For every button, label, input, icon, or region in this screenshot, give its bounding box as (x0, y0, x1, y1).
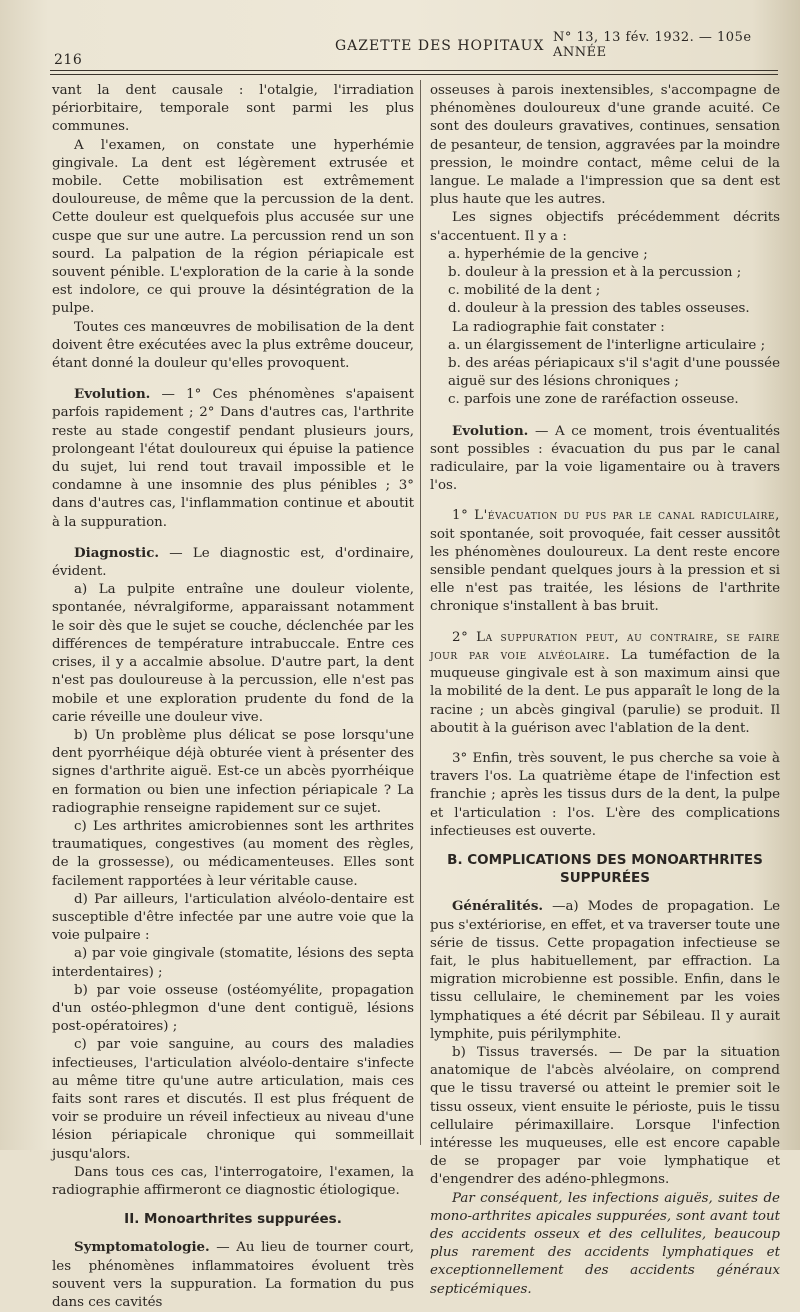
list-item: a. hyperhémie de la gencive ; (448, 246, 648, 262)
paragraph: c) par voie sanguine, au cours des maladies infectieuses, l'articulation alvéolo-dentaire s'infecte au même titre qu'une autre articulation, mais ces faits sont rares et discutés. Il est plus fréquent de voir se produire un réveil infectieux au niveau d'une lésion périapicale chronique qui sommeillait jusqu'alors. (52, 1037, 414, 1162)
paragraph-text: — A ce moment, trois éventualités sont possibles : évacuation du pus par le canal radiculaire, par la voie ligamentaire ou à travers l'os. (430, 423, 780, 494)
paragraph: vant la dent causale : l'otalgie, l'irradiation périorbitaire, temporale sont parmi les plus communes. (52, 83, 414, 135)
generalites-paragraph (430, 897, 780, 1044)
paragraph: b) Un problème plus délicat se pose lorsqu'une dent pyorrhéique déjà obturée vient à présenter des signes d'arthrite aiguë. Est-ce un abcès pyorrhéique en formation ou bien une infection périapicale ? La radiographie renseigne rapidement sur ce sujet. (52, 727, 414, 816)
paragraph: A l'examen, on constate une hyperhémie gingivale. La dent est légèrement extrusée et mobile. Cette mobilisation est extrêmement douloureuse, de même que la percussion de la dent. Cette douleur est quelquefois plus accusée sur une cuspe que sur une autre. La percussion rend un son sourd. La palpation de la région périapicale est souvent pénible. L'exploration de la carie à la sonde est indolore, ce qui prouve la désintégration de la pulpe. (52, 137, 414, 317)
radio-list (430, 337, 780, 410)
column-divider (420, 80, 421, 1145)
paragraph: Les signes objectifs précédemment décrits s'accentuent. Il y a : (430, 210, 780, 244)
list-item: b. des aréas périapicaux s'il s'agit d'une poussée aiguë sur des lésions chroniques ; (448, 356, 780, 390)
running-header (50, 22, 780, 68)
paragraph: La radiographie fait constater : (452, 319, 665, 335)
subheading: 2° La suppuration peut, au contraire, se faire jour par voie alvéolaire. (430, 629, 780, 663)
paragraph: d) Par ailleurs, l'articulation alvéolo-dentaire est susceptible d'être infectée par une autre voie que la voie pulpaire : (52, 891, 414, 944)
section-title: II. Monoarthrites suppurées. (124, 1211, 342, 1228)
paragraph-text: — Au lieu de tourner court, les phénomènes inflammatoires évoluent très souvent vers la suppuration. La formation du pus dans ces cavités (52, 1240, 414, 1310)
list-item: d. douleur à la pression des tables osseuses. (448, 301, 750, 317)
list-item: b. douleur à la pression et à la percussion ; (448, 265, 742, 281)
page-number: 216 (54, 52, 83, 68)
journal-title: GAZETTE DES HOPITAUX (335, 38, 545, 54)
subheading: 1° L'évacuation du pus par le canal radiculaire, (452, 508, 780, 524)
paragraph-text: —a) Modes de propagation. Le pus s'extériorise, en effet, et va traverser toute une série de tissus. Cette propagation infectieuse se fait, le plus habituellement, par effraction. La migration microbienne est possible. Enfin, dans le tissu cellulaire, le cheminement par les voies lymphatiques a été décrit par Sébileau. Il y aurait lymphite, puis périlymphite. (430, 899, 780, 1042)
suppuration-paragraph (430, 629, 780, 738)
evolution-paragraph (430, 422, 780, 496)
symptomatology-paragraph (52, 1238, 414, 1312)
paragraph: osseuses à parois inextensibles, s'accompagne de phénomènes douloureux d'une grande acuité. Ce sont des douleurs gravatives, continues, sensation de pesanteur, de tension, aggravées par la moindre pression, le moindre contact, même celui de la langue. Le malade a l'impression que sa dent est plus haute que les autres. (430, 83, 780, 208)
section-heading: Diagnostic. (74, 544, 160, 561)
paragraph: b) Tissus traversés. — De par la situation anatomique de l'abcès alvéolaire, on comprend que le tissu traversé ou atteint le premier soit le tissu osseux, vient ensuite le périoste, puis le tissu cellulaire périmaxillaire. Lorsque l'infection intéresse les muqueuses, elle est encore capable de se propager par voie lymphatique et d'engendrer des adéno-phlegmons. (430, 1044, 780, 1188)
right-column (430, 82, 780, 1299)
section-heading: Symptomatologie. (74, 1239, 210, 1256)
evolution-paragraph (52, 385, 414, 532)
header-rule (50, 70, 778, 71)
section-heading: Evolution. (452, 422, 529, 439)
paragraph: a) La pulpite entraîne une douleur violente, spontanée, névralgiforme, apparaissant notamment le soir dès que le sujet se couche, déclenchée par les différences de température intrabuccale. Entre ces crises, il y a accalmie absolue. D'autre part, la dent n'est pas douloureuse à la percussion, elle n'est pas mobile et une exploration prudente du fond de la carie réveille une douleur vive. (52, 582, 414, 725)
section-heading: Evolution. (74, 386, 151, 403)
list-item: a. un élargissement de l'interligne articulaire ; (448, 337, 766, 353)
evacuation-paragraph (430, 507, 780, 616)
paragraph-text: — 1° Ces phénomènes s'apaisent parfois rapidement ; 2° Dans d'autres cas, l'arthrite reste au stade congestif pendant plusieurs jours, prolongeant l'état douloureux qui épuise la patience du sujet, lui rend tout travail impossible et le condamne à une insomnie des plus pénibles ; 3° dans d'autres cas, l'inflammation continue et aboutit à la suppuration. (52, 387, 414, 530)
paragraph-text: — Le diagnostic est, d'ordinaire, évident. (52, 545, 414, 580)
issue-info: N° 13, 13 fév. 1932. — 105e ANNÉE (553, 30, 752, 60)
diagnostic-paragraph (52, 544, 414, 581)
paragraph: Toutes ces manœuvres de mobilisation de la dent doivent être exécutées avec la plus extrême douceur, étant donné la douleur qu'elles provoquent. (52, 319, 414, 372)
paragraph: b) par voie osseuse (ostéomyélite, propagation d'un ostéo-phlegmon d'une dent contiguë, lésions post-opératoires) ; (52, 982, 414, 1035)
paragraph-text: soit spontanée, soit provoquée, fait cesser aussitôt les phénomènes douloureux. La dent reste encore sensible pendant quelques jours à la pression et si elle n'est pas traitée, les lésions de l'arthrite chronique s'installent à bas bruit. (430, 526, 780, 615)
left-column (52, 82, 414, 1312)
signs-list (430, 246, 780, 319)
header-rule-thin (50, 74, 778, 75)
list-item: c. mobilité de la dent ; (448, 283, 601, 299)
paragraph: Par conséquent, les infections aiguës, suites de mono-arthrites apicales suppurées, sont avant tout des accidents osseux et des cellulites, beaucoup plus rarement des accidents lymphatiques et exceptionnellement des accidents généraux septicémiques. (430, 1190, 780, 1297)
paragraph: c) Les arthrites amicrobiennes sont les arthrites traumatiques, congestives (au moment des règles, de la grossesse), ou médicamenteuses. Elles sont facilement rapportées à leur véritable cause. (52, 818, 414, 889)
paragraph: 3° Enfin, très souvent, le pus cherche sa voie à travers l'os. La quatrième étape de l'infection est franchie ; après les tissus durs de la dent, la pulpe et l'articulation : l'os. L'ère des complications infectieuses est ouverte. (430, 750, 780, 839)
section-title: B. COMPLICATIONS DES MONOARTHRITES SUPPURÉES (447, 851, 763, 887)
paragraph-text: La tuméfaction de la muqueuse gingivale est à son maximum ainsi que la mobilité de la dent. Le pus apparaît le long de la racine ; un abcès gingival (parulie) se produit. Il aboutit à la guérison avec l'ablation de la dent. (430, 647, 780, 736)
paragraph: Dans tous ces cas, l'interrogatoire, l'examen, la radiographie affirmeront ce diagnostic étiologique. (52, 1164, 414, 1198)
paragraph: a) par voie gingivale (stomatite, lésions des septa interdentaires) ; (52, 946, 414, 980)
section-heading: Généralités. (452, 898, 544, 915)
list-item: c. parfois une zone de raréfaction osseuse. (448, 392, 739, 408)
